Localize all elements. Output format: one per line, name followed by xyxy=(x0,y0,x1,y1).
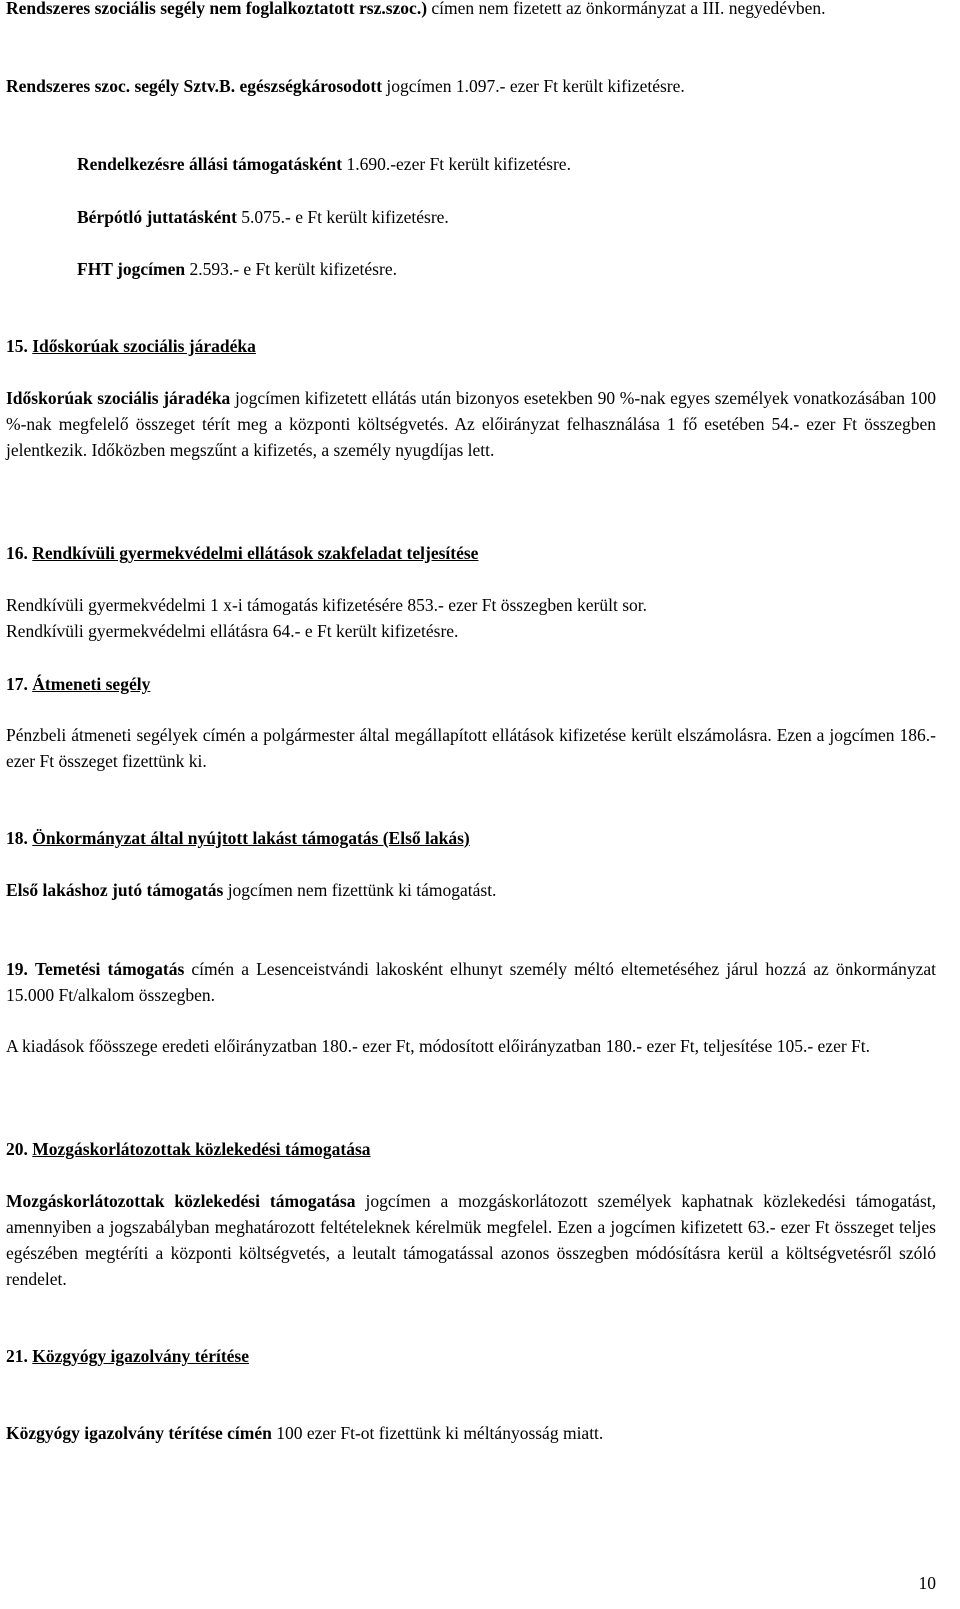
section-19-expenses xyxy=(6,1033,936,1059)
section-number: 17. xyxy=(6,674,28,694)
paragraph-berpotlo xyxy=(77,204,937,230)
section-number: 19. xyxy=(6,959,28,979)
section-21-heading xyxy=(6,1343,936,1369)
section-20-heading xyxy=(6,1136,936,1162)
section-title: Közgyógy igazolvány térítése xyxy=(32,1346,250,1366)
section-number: 20. xyxy=(6,1139,28,1159)
bold-lead: Időskorúak szociális járadéka xyxy=(6,388,231,408)
bold-lead: Közgyógy igazolvány térítése címén xyxy=(6,1423,272,1443)
section-21-body xyxy=(6,1420,936,1446)
section-number: 16. xyxy=(6,543,28,563)
section-title: Rendkívüli gyermekvédelmi ellátások szakfeladat teljesítése xyxy=(32,543,479,563)
section-15-heading xyxy=(6,333,936,359)
text: 5.075.- e Ft került kifizetésre. xyxy=(236,207,449,227)
section-title: Átmeneti segély xyxy=(32,674,151,694)
section-16-line-2 xyxy=(6,618,936,644)
bold-lead: FHT jogcímen xyxy=(77,259,186,279)
bold-lead: Rendszeres szociális segély nem foglalkoztatott rsz.szoc.) xyxy=(6,0,428,18)
section-title: Időskorúak szociális járadéka xyxy=(32,336,256,356)
text: Rendkívüli gyermekvédelmi ellátásra 64.- e Ft került kifizetésre. xyxy=(6,621,459,641)
section-16-heading xyxy=(6,540,936,566)
text: címén a Lesenceistvándi lakosként elhunyt személy méltó eltemetéséhez járul hozzá az önkormányzat 15.000 Ft/alkalom összegben. xyxy=(6,959,936,1005)
section-title: Mozgáskorlátozottak közlekedési támogatása xyxy=(32,1139,371,1159)
bold-lead: Rendszeres szoc. segély Sztv.B. egészségkárosodott xyxy=(6,76,383,96)
section-number: 21. xyxy=(6,1346,28,1366)
text: Pénzbeli átmeneti segélyek címén a polgármester által megállapított ellátások kifizetése került elszámolásra. Ezen a jogcímen 186.- ezer Ft összeget fizettünk ki. xyxy=(6,725,936,771)
bold-lead: Rendelkezésre állási támogatásként xyxy=(77,154,343,174)
bold-lead: Mozgáskorlátozottak közlekedési támogatása xyxy=(6,1191,356,1211)
section-title: Önkormányzat által nyújtott lakást támogatás (Első lakás) xyxy=(32,828,470,848)
text: jogcímen a mozgáskorlátozott személyek kaphatnak közlekedési támogatást, amennyiben a jogszabályban meghatározott feltételeknek kérelmük megfelel. Ezen a jogcímen kifizetett 63.- ezer Ft összeget teljes egészében megtéríti a központi költségvetés, a leutalt támogatással azonos összegben módósításra kerül a költségvetésről szóló rendelet. xyxy=(6,1191,936,1289)
page-number: 10 xyxy=(918,1573,936,1593)
bold-lead: Első lakáshoz jutó támogatás xyxy=(6,880,224,900)
section-16-line-1 xyxy=(6,592,936,618)
text: Rendkívüli gyermekvédelmi 1 x-i támogatás kifizetésére 853.- ezer Ft összegben került sor. xyxy=(6,595,647,615)
paragraph-egeszsegkarosodott xyxy=(6,73,936,99)
paragraph-rszoc xyxy=(6,0,936,21)
section-18-heading xyxy=(6,825,936,851)
section-18-body xyxy=(6,877,936,903)
text: 2.593.- e Ft került kifizetésre. xyxy=(185,259,397,279)
section-15-body xyxy=(6,385,936,463)
paragraph-fht xyxy=(77,256,937,282)
section-17-heading xyxy=(6,671,936,697)
paragraph-rendelkezesre xyxy=(77,151,937,177)
section-number: 15. xyxy=(6,336,28,356)
text: címen nem fizetett az önkormányzat a III. negyedévben. xyxy=(427,0,826,18)
text: jogcímen 1.097.- ezer Ft került kifizetésre. xyxy=(382,76,685,96)
section-19-body xyxy=(6,956,936,1008)
text: jogcímen kifizetett ellátás után bizonyos esetekben 90 %-nak egyes személyek vonatkozásában 100 %-nak megfelelő összeget térít meg a központi költségvetés. Az előirányzat felhasználása 1 fő esetében 54.- ezer Ft összegben jelentkezik. Időközben megszűnt a kifizetés, a személy nyugdíjas lett. xyxy=(6,388,937,460)
bold-lead: Temetési támogatás xyxy=(34,959,185,979)
text: 100 ezer Ft-ot fizettünk ki méltányosság miatt. xyxy=(271,1423,604,1443)
text: 1.690.-ezer Ft került kifizetésre. xyxy=(342,154,571,174)
text: A kiadások főösszege eredeti előirányzatban 180.- ezer Ft, módosított előirányzatban 180.- ezer Ft, teljesítése 105.- ezer Ft. xyxy=(6,1036,871,1056)
bold-lead: Bérpótló juttatásként xyxy=(77,207,237,227)
text: jogcímen nem fizettünk ki támogatást. xyxy=(223,880,497,900)
section-17-body xyxy=(6,722,936,774)
section-20-body xyxy=(6,1188,936,1292)
section-number: 18. xyxy=(6,828,28,848)
